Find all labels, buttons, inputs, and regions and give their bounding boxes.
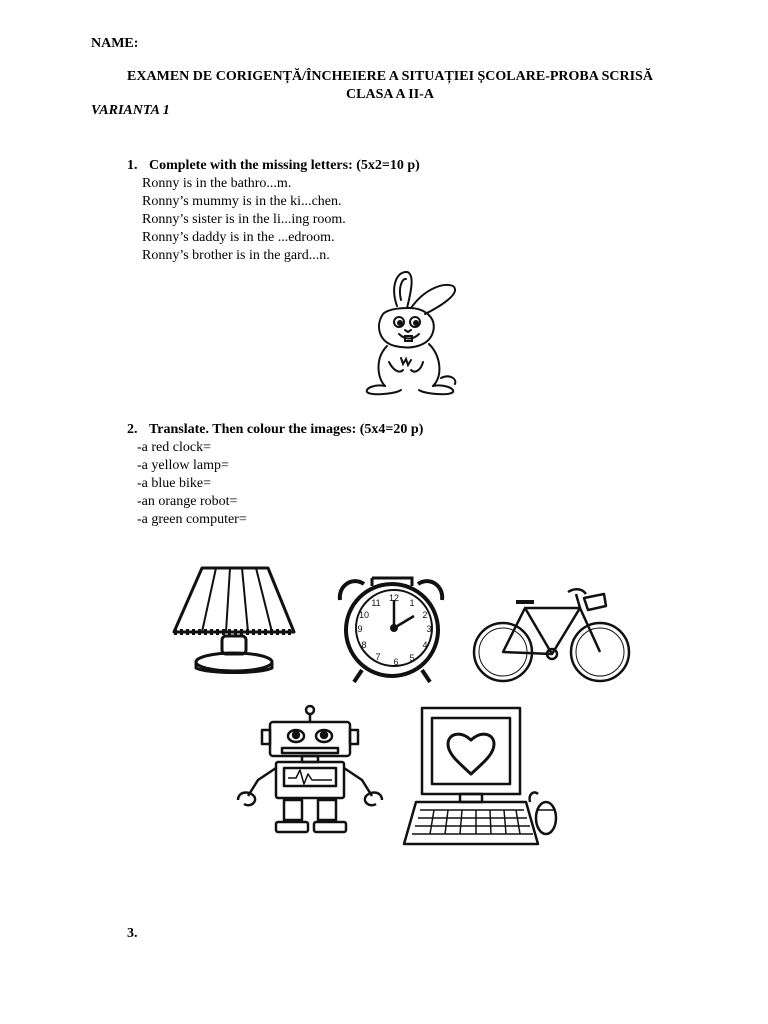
exam-title-line2: CLASA A II-A xyxy=(346,87,434,102)
exercise1-sentence: Ronny’s daddy is in the ...edroom. xyxy=(142,230,335,245)
clock-number: 11 xyxy=(371,598,381,608)
exam-title-line1: EXAMEN DE CORIGENȚĂ/ÎNCHEIERE A SITUAȚIEI ȘCOLARE-PROBA SCRISĂ xyxy=(127,69,653,84)
name-label: NAME: xyxy=(91,36,139,51)
clock-number: 3 xyxy=(426,624,432,634)
clock-number: 6 xyxy=(393,657,399,667)
variant-label: VARIANTA 1 xyxy=(91,103,170,118)
clock-number: 4 xyxy=(422,640,428,650)
exercise1-sentence: Ronny’s brother is in the gard...n. xyxy=(142,248,330,263)
exercise1-sentence: Ronny’s sister is in the li...ing room. xyxy=(142,212,346,227)
clock-number: 9 xyxy=(357,624,363,634)
clock-number: 1 xyxy=(409,598,415,608)
exercise3-number: 3. xyxy=(127,926,138,941)
exercise1-instruction: Complete with the missing letters: (5x2=10 p) xyxy=(149,158,420,173)
lamp-image xyxy=(168,560,298,680)
exercise2-item: -a green computer= xyxy=(137,512,247,527)
exercise2-instruction: Translate. Then colour the images: (5x4=20 p) xyxy=(149,422,424,437)
exercise1-number: 1. xyxy=(127,158,138,173)
exercise2-item: -a red clock= xyxy=(137,440,211,455)
exercise2-item: -a blue bike= xyxy=(137,476,211,491)
clock-number: 12 xyxy=(388,593,400,603)
exercise1-sentence: Ronny is in the bathro...m. xyxy=(142,176,292,191)
alarm-clock-image xyxy=(330,570,455,685)
rabbit-image xyxy=(345,266,475,401)
exercise2-item: -a yellow lamp= xyxy=(137,458,229,473)
bicycle-image xyxy=(470,580,635,685)
clock-number: 8 xyxy=(361,640,367,650)
clock-number: 10 xyxy=(358,610,370,620)
exercise2-number: 2. xyxy=(127,422,138,437)
exercise1-sentence: Ronny’s mummy is in the ki...chen. xyxy=(142,194,342,209)
clock-number: 2 xyxy=(422,610,428,620)
computer-image xyxy=(400,702,560,850)
clock-number: 5 xyxy=(409,653,415,663)
clock-number: 7 xyxy=(375,652,381,662)
exercise2-item: -an orange robot= xyxy=(137,494,238,509)
robot-image xyxy=(228,700,393,840)
